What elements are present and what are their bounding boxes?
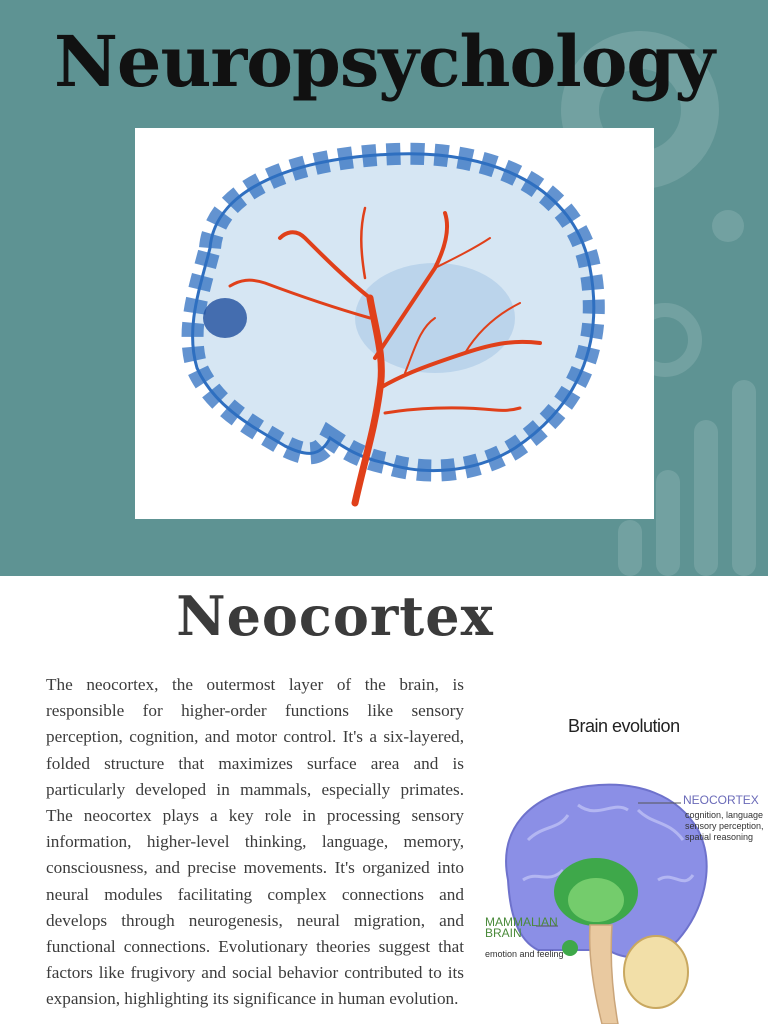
mammalian-brain-description: emotion and feeling [485, 949, 564, 959]
neocortex-label: NEOCORTEX [683, 793, 759, 807]
page-title: Neuropsychology [53, 20, 715, 103]
brain-evolution-figure [478, 700, 768, 1024]
deco-bar [656, 470, 680, 576]
section-paragraph: The neocortex, the outermost layer of the brain, is responsible for higher-order functions like sensory perception, cognition, and motor control. It's a six-layered, folded structure that maximizes surface area and is particularly developed in mammals, especially primates. The neocortex plays a key role in processing sensory information, higher-level thinking, language, memory, consciousness, and precise movements. It's organized into neural modules facilitating complex connections and develops through neurogenesis, neural migration, and functional connections. Evolutionary theories suggest that factors like frugivory and social behavior contributed to its expansion, highlighting its significance in human evolution. [46, 675, 464, 1009]
mammalian-label-line: MAMMALIAN [485, 915, 558, 929]
deco-dot [712, 210, 744, 242]
brain-evolution-icon [478, 700, 768, 1024]
neocortex-description [685, 810, 764, 843]
deco-bar [694, 420, 718, 576]
watercolor-brain-icon [135, 128, 654, 519]
neocortex-description-line: spatial reasoning [685, 832, 754, 842]
neocortex-description-line: cognition, language [685, 810, 764, 820]
figure-title: Brain evolution [568, 716, 680, 736]
section-title: Neocortex [176, 584, 494, 648]
deco-bar [732, 380, 756, 576]
neocortex-description-line: sensory perception, [685, 821, 764, 831]
deco-bar [618, 520, 642, 576]
hero-image [135, 128, 654, 519]
mammalian-label-line: BRAIN [485, 926, 522, 940]
mammalian-brain-label [485, 917, 558, 939]
